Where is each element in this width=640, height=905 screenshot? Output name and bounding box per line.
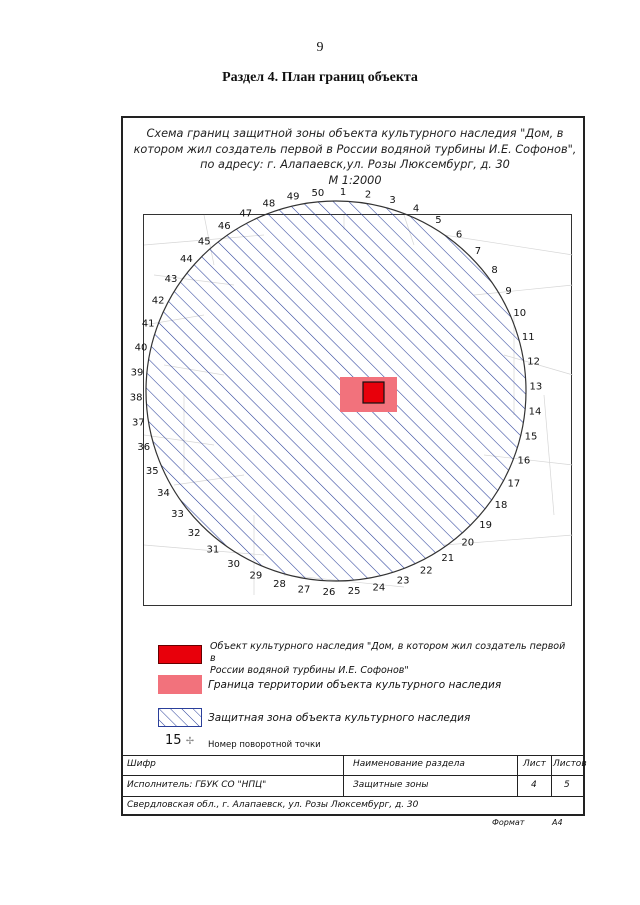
turning-point-label: 17 (507, 478, 521, 490)
format-value: А4 (552, 818, 563, 827)
map-title-line-1: Схема границ защитной зоны объекта культурного наследия "Дом, в (146, 127, 564, 140)
turning-point-label: 50 (311, 187, 325, 199)
map-title (126, 126, 584, 188)
turning-point-label: 48 (262, 198, 276, 210)
turning-point-label: 13 (529, 381, 543, 393)
legend-object-line-2: России водяной турбины И.Е. Софонов" (210, 665, 409, 676)
stamp-sheet-label: Лист (523, 759, 546, 769)
turning-point-label: 3 (389, 195, 396, 207)
stamp-executor: Исполнитель: ГБУК СО "НПЦ" (127, 780, 267, 790)
stamp-section-name: Защитные зоны (353, 780, 429, 790)
turning-point-label: 49 (286, 191, 300, 203)
turning-point-label: 5 (435, 215, 442, 227)
page-number: 9 (316, 40, 324, 55)
legend-territory-text: Граница территории объекта культурного наследия (208, 679, 502, 691)
turning-point-label: 26 (322, 586, 336, 598)
protection-zone (146, 198, 526, 581)
turning-point-label: 37 (132, 417, 145, 429)
map-title-line-3: по адресу: г. Алапаевск,ул. Розы Люксембург, д. 30 (200, 158, 510, 171)
turning-point-label: 36 (137, 442, 151, 454)
stamp-sheets-label: Листов (553, 759, 587, 769)
turning-point-label: 10 (513, 308, 527, 320)
legend-object-text (210, 641, 570, 677)
turning-point-label: 11 (521, 331, 535, 343)
turning-point-label: 35 (145, 465, 159, 477)
turning-point-label: 42 (151, 295, 165, 307)
map-scale: М 1:2000 (328, 173, 382, 187)
turning-point-label: 33 (171, 509, 184, 520)
turning-point-label: 29 (249, 570, 263, 582)
stamp-address: Свердловская обл., г. Алапаевск, ул. Розы Люксембург, д. 30 (127, 800, 419, 810)
turning-point-label: 15 (524, 431, 538, 443)
legend-point-number: 15 (165, 733, 182, 748)
map-drawing (129, 187, 573, 607)
turning-point-label: 34 (157, 488, 170, 500)
turning-point-label: 32 (187, 527, 201, 539)
turning-point-label: 45 (197, 236, 211, 248)
turning-point-label: 4 (412, 203, 420, 215)
turning-point-label: 7 (474, 246, 482, 258)
turning-point-label: 40 (134, 342, 148, 354)
turning-point-label: 28 (273, 578, 286, 590)
legend-zone-swatch (158, 708, 202, 727)
turning-point-label: 1 (339, 187, 347, 199)
turning-point-label: 6 (455, 229, 463, 241)
turning-point-label: 18 (494, 500, 508, 511)
turning-point-label: 47 (239, 208, 253, 220)
turning-point-label: 14 (528, 406, 542, 418)
turning-point-label: 8 (491, 265, 498, 276)
turning-point-label: 21 (441, 552, 455, 564)
legend-territory-swatch (158, 675, 202, 694)
legend-point-example (165, 735, 194, 748)
stamp-sheet-number: 4 (531, 780, 537, 790)
turning-point-label: 43 (164, 274, 178, 285)
legend-point-text: Номер поворотной точки (208, 740, 321, 750)
turning-point-label: 41 (141, 318, 155, 330)
turning-point-label: 25 (347, 586, 361, 598)
turning-point-label: 31 (206, 544, 220, 556)
turning-point-label: 9 (505, 285, 512, 297)
turning-point-label: 44 (180, 254, 193, 266)
turning-point-label: 24 (372, 582, 386, 594)
legend-zone-text: Защитная зона объекта культурного наследия (208, 712, 471, 724)
title-block (121, 755, 585, 816)
legend-object-swatch (158, 645, 202, 664)
turning-point-label: 16 (517, 455, 531, 467)
format-label: Формат (492, 818, 525, 827)
turning-point-label: 20 (461, 537, 475, 549)
map-title-line-2: котором жил создатель первой в России водяной турбины И.Е. Софонов", (133, 142, 577, 156)
turning-point-label: 46 (217, 221, 231, 233)
stamp-code-label: Шифр (127, 759, 156, 769)
turning-point-label: 2 (364, 189, 372, 201)
turning-point-label: 12 (527, 356, 540, 368)
point-marker-icon: ✢ (185, 736, 195, 747)
turning-point-label: 39 (130, 367, 144, 379)
turning-point-label: 38 (129, 392, 143, 404)
turning-point-label: 27 (297, 584, 311, 596)
stamp-section-name-label: Наименование раздела (353, 759, 465, 769)
turning-point-label: 23 (396, 575, 410, 587)
heritage-object (363, 382, 384, 403)
legend-object-line-1: Объект культурного наследия "Дом, в котором жил создатель первой в (210, 641, 566, 664)
turning-point-label: 19 (479, 519, 492, 531)
stamp-sheets-number: 5 (564, 780, 570, 790)
map-box (129, 187, 572, 606)
turning-point-label: 22 (419, 565, 433, 577)
turning-point-label: 30 (227, 558, 240, 570)
section-title: Раздел 4. План границ объекта (222, 70, 418, 85)
